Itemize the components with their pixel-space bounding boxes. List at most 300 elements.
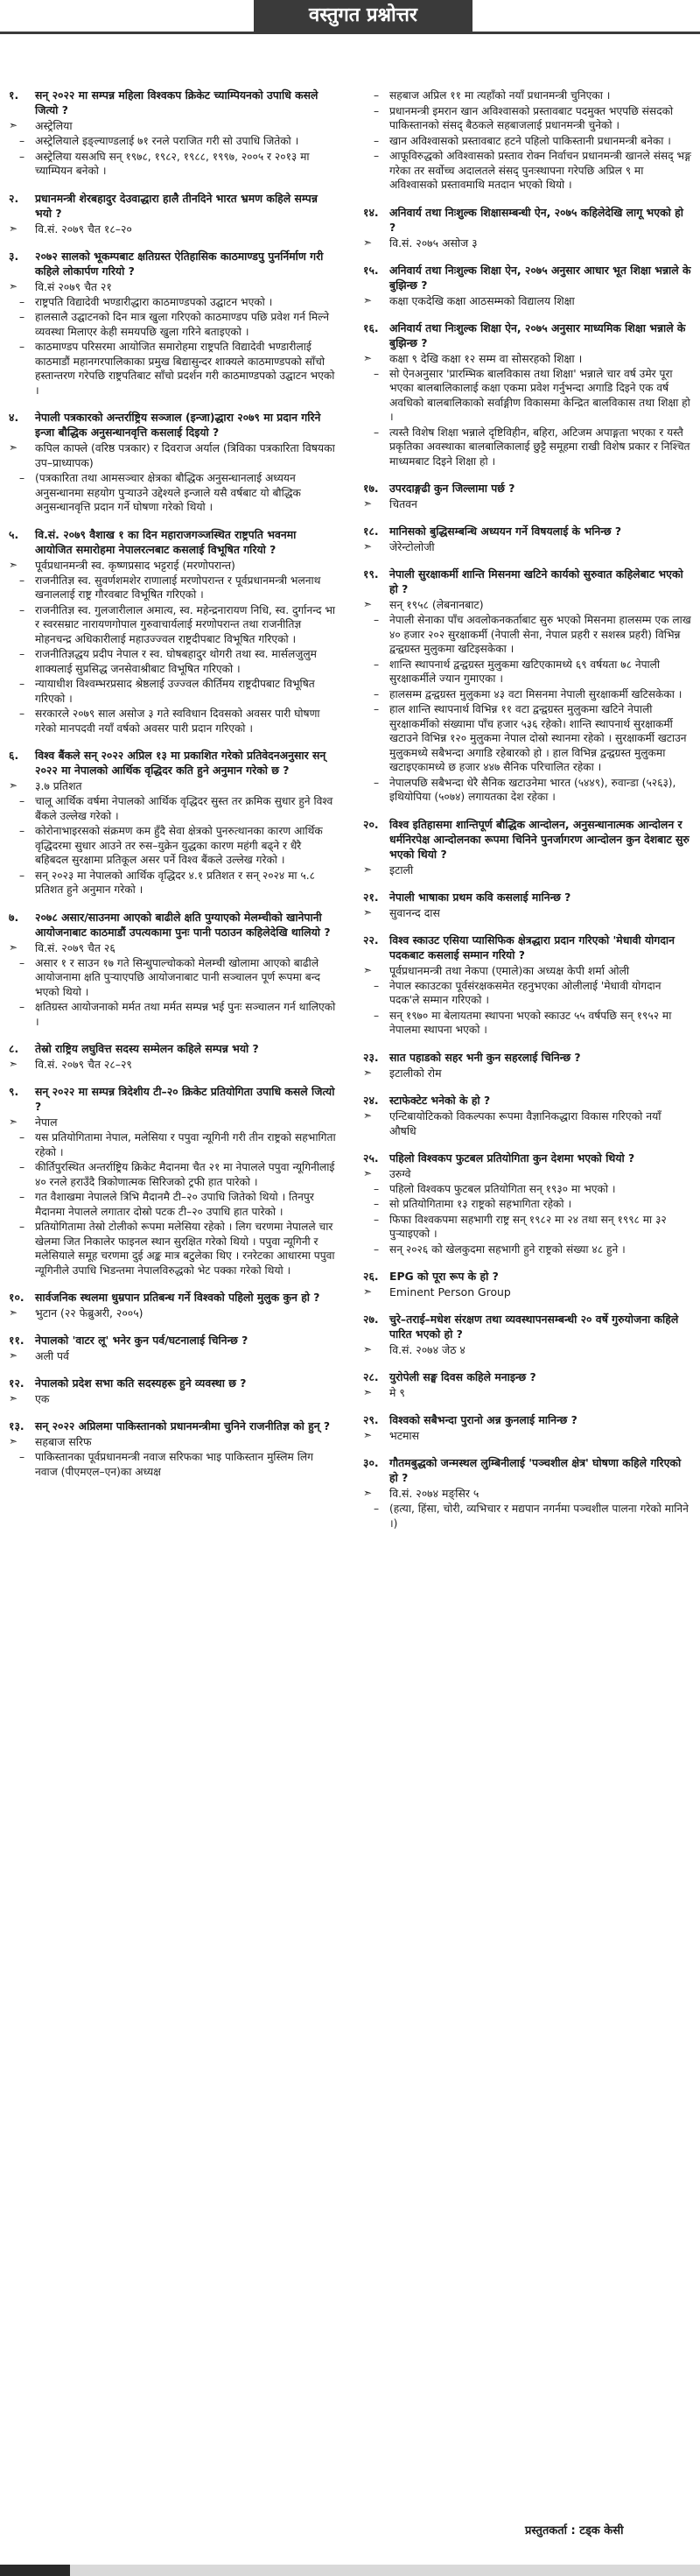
answer-detail: [363, 613, 691, 657]
question-text: विश्व स्काउट एसिया प्यासिफिक क्षेत्रद्धारा प्रदान गरिएको 'मेधावी योगदान पदकबाट कसलाई सम्मान गरियो ?: [389, 933, 675, 961]
answer: [363, 1109, 691, 1138]
question: [9, 249, 337, 278]
question-number: १३.: [9, 1419, 24, 1432]
answer: [363, 1066, 691, 1080]
detail-text: यस प्रतियोगितामा नेपाल, मलेसिया र पपुवा न्यूगिनी गरी तीन राष्ट्रको सहभागिता रहेको ।: [35, 1131, 336, 1158]
header-rule: [0, 32, 700, 34]
answer-detail: [363, 88, 691, 103]
question: [363, 1455, 691, 1485]
answer-detail: [363, 1009, 691, 1038]
qa-item: [363, 567, 691, 805]
answer-arrow-icon: ➣: [9, 558, 18, 571]
answer-text: वि.सं. २०७५ असोज ३: [389, 236, 478, 250]
answer-arrow-icon: ➣: [363, 1386, 373, 1398]
answer-arrow-icon: ➣: [363, 905, 373, 918]
question: [363, 1412, 691, 1427]
question: [9, 88, 337, 117]
right-column: [363, 88, 691, 1543]
question-number: २८.: [363, 1370, 379, 1383]
answer-detail: [363, 104, 691, 133]
answer-detail: [9, 1220, 337, 1277]
detail-text: प्रतियोगितामा तेस्रो टोलीको रूपमा मलेसिया रहेको । लिग चरणमा नेपालले चार खेलमा जित निकालेर फाइनल स्थान सुरक्षित गरेको थियो । पपुवा न्यूगिनी र मलेसियाले समूह चरणमा दुई अङ्क मात्र बटुलेका थिए । रनरेटका आधारमा पपुवा न्यूगिनीले उपाधि भिडन्तमा नेपालविरुद्धको भेट पक्का गरेको थियो ।: [35, 1221, 335, 1277]
detail-text: न्यायाधीश विश्वम्भरप्रसाद श्रेष्ठलाई उज्ज्वल कीर्तिमय राष्ट्रदीपबाट विभूषित गरिएको ।: [35, 678, 315, 705]
left-column: [9, 88, 337, 1491]
question-number: २५.: [363, 1151, 379, 1165]
bullet-icon: –: [18, 1131, 25, 1144]
continued-answer: [363, 88, 691, 193]
bullet-icon: –: [18, 678, 25, 690]
answer-text: उरुग्वे: [389, 1166, 411, 1180]
question-number: १.: [9, 88, 19, 102]
answer-detail: [9, 310, 337, 339]
answer-text: कपिल काफ्ले (वरिष्ठ पत्रकार) र दिवराज अर्याल (त्रिविका पत्रकारिता विषयका उप–प्राध्यापक): [35, 441, 335, 469]
qa-item: [363, 817, 691, 877]
question-number: २.: [9, 191, 19, 205]
detail-text: कोरोनाभाइरसको संक्रमण कम हुँदै सेवा क्षेत्रको पुनरुत्थानका कारण आर्थिक वृद्धिदरमा सुधार आउने तर रुस–युक्रेन युद्धका कारण महंगी बढ्ने र धैरै बहिबदल सुरक्षामा प्रतिकूल असर पर्ने विश्व बैंकले उल्लेख गरेको ।: [35, 825, 323, 866]
answer-arrow-icon: ➣: [9, 279, 18, 292]
bullet-icon: –: [18, 707, 25, 720]
question: [9, 1084, 337, 1114]
answer-arrow-icon: ➣: [9, 779, 18, 792]
bullet-icon: –: [373, 426, 380, 439]
answer: [9, 1434, 337, 1449]
question-number: २६.: [363, 1270, 379, 1283]
detail-text: फिफा विश्वकपमा सहभागी राष्ट्र सन् १९८२ मा २४ तथा सन् १९९८ मा ३२ पुऱ्याइएको ।: [389, 1213, 667, 1240]
question-text: वि.सं. २०७९ वैशाख १ का दिन महाराजगञ्जस्थित राष्ट्रपति भवनमा आयोजित समारोहमा नेपालरत्नबाट कसलाई विभूषित गरियो ?: [35, 527, 297, 556]
bullet-icon: –: [18, 648, 25, 660]
answer-text: जेरेन्टोलोजी: [389, 540, 435, 553]
detail-text: त्यस्तै विशेष शिक्षा भन्नाले दृष्टिविहीन, बहिरा, अटिजम अपाङ्गता भएका र यस्तै प्रकृतिका अवस्थाका बालबालिकालाई छुट्टै समूहमा राखी विशेष प्रकार र निश्चित माध्यमबाट दिइने शिक्षा हो ।: [389, 426, 690, 468]
question: [363, 1312, 691, 1341]
answer: [9, 1348, 337, 1363]
detail-text: सन् १९७० मा बेलायतमा स्थापना भएको स्काउट ५५ वर्षपछि सन् १९५२ मा नेपालमा स्थापना भएको ।: [389, 1009, 672, 1036]
answer: [363, 905, 691, 920]
detail-text: (पत्रकारिता तथा आमसञ्चार क्षेत्रका बौद्धिक अनुसन्धानलाई अध्ययन अनुसन्धानमा सहयोग पुऱ्याउने उद्देश्यले इन्जाले यसै वर्षबाट यो बौद्धिक अनुसन्धानवृत्ति प्रदान गर्ने घोषणा गरेको थियो ।: [35, 472, 301, 513]
question-number: १०.: [9, 1291, 24, 1304]
answer-detail: [9, 603, 337, 647]
qa-item: [363, 1269, 691, 1299]
question-text: नेपालको 'वाटर लू' भनेर कुन पर्व/घटनालाई चिनिन्छ ?: [35, 1334, 248, 1347]
answer: [363, 1284, 691, 1299]
answer-arrow-icon: ➣: [9, 1058, 18, 1070]
detail-text: सन् २०२६ को खेलकुदमा सहभागी हुने राष्ट्रको संख्या ४८ हुने ।: [389, 1242, 626, 1256]
bullet-icon: –: [373, 687, 380, 700]
bullet-icon: –: [18, 341, 25, 353]
question-text: EPG को पूरा रूप के हो ?: [389, 1270, 499, 1283]
question-number: २३.: [363, 1050, 379, 1064]
question: [363, 1269, 691, 1284]
question-text: नेपालको प्रदेश सभा कति सदस्यहरू हुने व्यवस्था छ ?: [35, 1376, 247, 1390]
answer: [9, 118, 337, 133]
answer: [363, 1486, 691, 1501]
answer-detail: [363, 426, 691, 469]
detail-text: आफूविरुद्धको अविश्वासको प्रस्ताव रोक्न निर्वाचन प्रधानमन्त्री खानले संसद् भङ्ग गरेका तर सर्वोच्च अदालतले संसद् पुनःस्थापना गरेपछि अप्रिल ९ मा अविश्वासको प्रस्तावमाथि मतदान भएको थियो ।: [389, 150, 691, 191]
question-text: अनिवार्य तथा निःशुल्क शिक्षा ऐन, २०७५ अनुसार माध्यमिक शिक्षा भन्नाले के बुझिन्छ ?: [389, 320, 686, 349]
qa-item: [9, 748, 337, 897]
question: [363, 890, 691, 904]
footer-dark-block: [0, 2565, 70, 2576]
bullet-icon: –: [18, 1451, 25, 1463]
answer: [9, 558, 337, 573]
question-number: २९.: [363, 1413, 379, 1426]
detail-text: चालू आर्थिक वर्षमा नेपालको आर्थिक वृद्धिदर सुस्त तर क्रमिक सुधार हुने विश्व बैंकले उल्लेख गरेको ।: [35, 795, 333, 822]
question-number: १२.: [9, 1376, 24, 1390]
question: [363, 1369, 691, 1384]
question-number: २४.: [363, 1093, 379, 1107]
question: [9, 1290, 337, 1305]
qa-item: [363, 205, 691, 250]
question: [9, 1376, 337, 1390]
footer-bar: [0, 2561, 700, 2576]
qa-item: [9, 1333, 337, 1363]
bullet-icon: –: [373, 89, 380, 102]
bullet-icon: –: [18, 150, 25, 163]
bullet-icon: –: [373, 776, 380, 789]
answer: [9, 940, 337, 955]
answer: [363, 539, 691, 554]
detail-text: हालसालै उद्घाटनको दिन मात्र खुला गरिएको काठमाण्डप पछि प्रवेश गर्न मिल्ने व्यवस्था मिलाएर केही समयपछि खुला गरिने बताइएको ।: [35, 311, 330, 338]
answer-text: वि.सं. २०७९ चैत १८–२०: [35, 222, 132, 236]
presenter-credit: प्रस्तुतकर्ता : टड्क केसी: [525, 2524, 624, 2537]
question: [363, 1093, 691, 1108]
detail-text: क्षतिग्रस्त आयोजनाको मर्मत तथा मर्मत सम्पन्न भई पुनः सञ्चालन गर्न थालिएको ।: [35, 1001, 336, 1028]
question-number: २७.: [363, 1313, 379, 1326]
detail-text: राजनीतिज्ञ स्व. सुवर्णशमशेर राणालाई मरणोपरान्त र पूर्वप्रधानमन्त्री भलनाथ खनाललाई राष्ट्र गौरवबाट विभूषित गरिएको ।: [35, 574, 321, 601]
question-text: युरोपेली सङ्घ दिवस कहिले मनाइन्छ ?: [389, 1370, 536, 1383]
question-number: २२.: [363, 933, 379, 947]
qa-item: [9, 527, 337, 736]
question-text: तेस्रो राष्ट्रिय लघुवित्त सदस्य सम्मेलन कहिले सम्पन्न भयो ?: [35, 1042, 259, 1055]
question-number: १४.: [363, 205, 379, 219]
question: [363, 263, 691, 292]
answer-text: वि.सं. २०७४ जेठ ४: [389, 1343, 466, 1356]
question-text: विश्व इतिहासमा शान्तिपूर्ण बौद्धिक आन्दोलन, अनुसन्धानात्मक आन्दोलन र धर्मनिरपेक्ष आन्दोलनका रूपमा चिनिने पुनर्जागरण आन्दोलन कुन देशबाट सुरु भएको थियो ?: [389, 817, 690, 861]
answer-detail: [363, 658, 691, 686]
question: [363, 817, 691, 862]
answer: [9, 1115, 337, 1130]
qa-item: [363, 1093, 691, 1138]
answer-text: कक्षा ९ देखि कक्षा १२ सम्म वा सोसरहको शिक्षा ।: [389, 351, 583, 365]
question-text: नेपाली पत्रकारको अन्तर्राष्ट्रिय सञ्जाल (इन्जा)द्धारा २०७९ मा प्रदान गरिने इन्जा बौद्धिक अनुसन्धानवृत्ति कसलाई दिइयो ?: [35, 411, 321, 439]
bullet-icon: –: [373, 1182, 380, 1195]
bullet-icon: –: [373, 703, 380, 715]
detail-text: (हत्या, हिंसा, चोरी, व्यभिचार र मद्यपान नगर्नमा पञ्चशील पालना गरेको मानिने ।): [389, 1503, 689, 1530]
answer-detail: [9, 1160, 337, 1189]
qa-item: [363, 1050, 691, 1080]
answer-detail: [9, 1000, 337, 1029]
answer: [363, 963, 691, 978]
question: [9, 1041, 337, 1056]
answer: [9, 222, 337, 236]
answer: [363, 597, 691, 612]
question-text: २०७८ असार/साउनमा आएको बाढीले क्षति पुग्याएको मेलम्चीको खानेपानी आयोजनाबाट काठमाडौं उपत्यकामा पुनः पानी पठाउन कहिलेदेखि थालियो ?: [35, 910, 331, 939]
bullet-icon: –: [18, 1161, 25, 1173]
bullet-icon: –: [18, 135, 25, 147]
answer: [9, 1057, 337, 1072]
answer-detail: [363, 776, 691, 805]
question-number: ३०.: [363, 1456, 379, 1469]
qa-item: [363, 1412, 691, 1443]
bullet-icon: –: [373, 1213, 380, 1226]
bullet-icon: –: [18, 869, 25, 882]
detail-text: काठमाण्डप परिसरमा आयोजित समारोहमा राष्ट्रपति विद्यादेवी भण्डारीलाई काठमाडौं महानगरपालिकाका प्रमुख बिद्यासुन्दर शाक्यले काठमाण्डपको साँचो हस्तान्तरण गरेपछि राष्ट्रपतिबाट साँचो प्रदर्शन गरी काठमाण्डपको उद्घाटन भएको ।: [35, 341, 335, 397]
answer-detail: [9, 824, 337, 868]
answer: [9, 778, 337, 793]
answer-arrow-icon: ➣: [363, 1343, 373, 1355]
answer-arrow-icon: ➣: [9, 1435, 18, 1447]
answer-arrow-icon: ➣: [9, 1306, 18, 1319]
qa-item: [363, 320, 691, 469]
answer-detail: [9, 574, 337, 602]
answer-arrow-icon: ➣: [363, 351, 373, 364]
bullet-icon: –: [18, 956, 25, 969]
answer-text: कक्षा एकदेखि कक्षा आठसम्मको विद्यालय शिक्षा: [389, 293, 575, 307]
question-number: १८.: [363, 524, 379, 538]
answer-detail: [363, 367, 691, 425]
question-text: विश्व बैंकले सन् २०२२ अप्रिल १३ मा प्रकाशित गरेको प्रतिवेदनअनुसार सन् २०२२ मा नेपालको आर्थिक वृद्धिदर कति हुने अनुमान गरेको छ ?: [35, 749, 326, 777]
bullet-icon: –: [18, 603, 25, 616]
bullet-icon: –: [373, 1242, 380, 1256]
bullet-icon: –: [18, 472, 25, 484]
detail-text: अस्ट्रेलिया यसअघि सन् १९७८, १९८२, १९८८, १९९७, २००५ र २०१३ मा च्याम्पियन बनेको ।: [35, 150, 310, 177]
answer-text: Eminent Person Group: [389, 1285, 511, 1299]
question: [363, 933, 691, 962]
answer: [363, 351, 691, 366]
answer-arrow-icon: ➣: [363, 1066, 373, 1079]
detail-text: सन् २०२३ मा नेपालको आर्थिक वृद्धिदर ४.१ प्रतिशत र सन् २०२४ मा ५.८ प्रतिशत हुने अनुमान गरेको ।: [35, 869, 315, 896]
answer-text: पूर्वप्रधानमन्त्री स्व. कृष्णप्रसाद भट्टराई (मरणोपरान्त): [35, 558, 235, 572]
detail-text: नेपाली सेनाका पाँच अवलोकनकर्ताबाट सुरु भएको मिसनमा हालसम्म एक लाख ४० हजार २०२ सुरक्षाकर्मी (नेपाली सेना, नेपाल प्रहरी र सशस्त्र प्रहरी) विभिन्न द्वन्द्वग्रस्त मुलुकमा खटिइसकेका ।: [389, 614, 691, 655]
answer-detail: [9, 150, 337, 179]
question: [363, 205, 691, 235]
answer-detail: [363, 1213, 691, 1242]
answer-text: नेपाल: [35, 1116, 58, 1129]
question-text: नेपाली भाषाका प्रथम कवि कसलाई मानिन्छ ?: [389, 890, 571, 904]
question-text: उपरदाङ्गढी कुन जिल्लामा पर्छ ?: [389, 482, 515, 495]
answer-detail: [363, 1502, 691, 1531]
bullet-icon: –: [18, 1221, 25, 1233]
answer-detail: [363, 1197, 691, 1212]
answer-detail: [9, 1130, 337, 1159]
answer-detail: [9, 1190, 337, 1219]
detail-text: नेपालपछि सबैभन्दा धेरै सैनिक खटाउनेमा भारत (५४४९), रुवान्डा (५२६३), इथियोपिया (५०७४) लगायतका देश रहेका ।: [389, 776, 676, 803]
qa-item: [9, 1041, 337, 1072]
detail-text: सो ऐनअनुसार 'प्रारम्भिक बालविकास तथा शिक्षा' भन्नाले चार वर्ष उमेर पूरा भएका बालबालिकालाई कक्षा एकमा प्रवेश गर्नुभन्दा अगाडि दिइने एक वर्ष अवधिको बालबालिकाको सर्वाङ्गीण विकासमा केन्द्रित बालविकास तथा शिक्षा हो ।: [389, 367, 690, 423]
qa-item: [363, 524, 691, 554]
answer-arrow-icon: ➣: [363, 497, 373, 510]
answer-text: वि.सं २०७९ चैत २१: [35, 279, 112, 293]
question: [363, 524, 691, 538]
answer-arrow-icon: ➣: [363, 236, 373, 249]
question-text: विश्वको सबैभन्दा पुरानो अन्न कुनलाई मानिन्छ ?: [389, 1413, 578, 1426]
qa-item: [9, 910, 337, 1030]
question: [363, 1050, 691, 1065]
answer-text: अस्ट्रेलिया: [35, 119, 73, 132]
answer-text: ३.७ प्रतिशत: [35, 779, 82, 792]
bullet-icon: –: [373, 1198, 380, 1210]
answer-arrow-icon: ➣: [9, 441, 18, 454]
question: [363, 320, 691, 350]
bullet-icon: –: [373, 104, 380, 117]
qa-item: [9, 410, 337, 515]
detail-text: पाकिस्तानका पूर्वप्रधानमन्त्री नवाज सरिफका भाइ पाकिस्तान मुस्लिम लिग नवाज (पीएमएल–एन)का अध्यक्ष: [35, 1451, 313, 1478]
detail-text: सरकारले २०७९ साल असोज ३ गते स्वविधान दिवसको अवसर पारी घोषणा गरेको मानपदवी नयाँ वर्षको अवसर पारी प्रदान गरिएको ।: [35, 707, 320, 735]
question-number: ८.: [9, 1042, 19, 1055]
answer-detail: [9, 134, 337, 149]
answer-arrow-icon: ➣: [9, 1349, 18, 1362]
answer-detail: [9, 956, 337, 1000]
qa-item: [9, 88, 337, 179]
answer-text: एन्टिबायोटिकको विकल्पका रूपमा वैज्ञानिकद्धारा विकास गरिएको नयाँ औषधि: [389, 1109, 662, 1137]
question: [9, 527, 337, 557]
detail-text: सो प्रतियोगितामा १३ राष्ट्रको सहभागिता रहेको ।: [389, 1198, 572, 1210]
answer-detail: [9, 647, 337, 676]
question: [363, 1151, 691, 1165]
qa-item: [363, 1151, 691, 1257]
answer: [9, 1391, 337, 1406]
answer: [9, 1306, 337, 1320]
question: [363, 567, 691, 596]
question-text: सात पहाडको सहर भनी कुन सहरलाई चिनिन्छ ?: [389, 1050, 581, 1064]
qa-item: [9, 1290, 337, 1320]
answer-arrow-icon: ➣: [363, 598, 373, 610]
answer: [363, 1428, 691, 1443]
answer-arrow-icon: ➣: [9, 222, 18, 235]
bullet-icon: –: [373, 658, 380, 671]
detail-text: खान अविश्वासको प्रस्तावबाट हटने पहिलो पाकिस्तानी प्रधानमन्त्री बनेका ।: [389, 134, 671, 147]
answer: [363, 293, 691, 308]
answer-text: वि.सं. २०७४ मङ्सिर ५: [389, 1487, 480, 1500]
question-text: गौतमबुद्धको जन्मस्थल लुम्बिनीलाई 'पञ्चशील क्षेत्र' घोषणा कहिले गरिएको हो ?: [389, 1456, 682, 1484]
detail-text: कीर्तिपुरस्थित अन्तर्राष्ट्रिय क्रिकेट मैदानमा चैत २१ मा नेपालले पपुवा न्यूगिनीलाई ४० रनले हराउँदै त्रिकोणात्मक सिरिजको ट्रफी हात पारेको ।: [35, 1161, 335, 1188]
bullet-icon: –: [18, 311, 25, 323]
qa-item: [363, 1369, 691, 1400]
question-text: प्रधानमन्त्री शेरबहादुर देउवाद्धारा हालै तीनदिने भारत भ्रमण कहिले सम्पन्न भयो ?: [35, 191, 318, 220]
question-text: सन् २०२२ मा सम्पन्न त्रिदेशीय टी–२० क्रिकेट प्रतियोगिता उपाधि कसले जित्यो ?: [35, 1085, 335, 1113]
answer-detail: [9, 295, 337, 310]
question-number: ४.: [9, 411, 19, 424]
qa-item: [363, 890, 691, 920]
answer-detail: [9, 471, 337, 515]
answer-text: वि.सं. २०७९ चैत २८–२९: [35, 1058, 132, 1071]
bullet-icon: –: [373, 367, 380, 380]
question-number: २१.: [363, 890, 379, 904]
answer-arrow-icon: ➣: [9, 1392, 18, 1404]
answer-text: मे ९: [389, 1386, 405, 1399]
bullet-icon: –: [373, 150, 380, 162]
answer-detail: [9, 340, 337, 398]
answer-text: अली पर्व: [35, 1349, 69, 1362]
question-number: १६.: [363, 320, 379, 334]
qa-item: [363, 933, 691, 1038]
bullet-icon: –: [18, 795, 25, 807]
answer: [9, 440, 337, 470]
answer-arrow-icon: ➣: [363, 963, 373, 976]
answer-detail: [363, 979, 691, 1008]
detail-text: हाल शान्ति स्थापनार्थ विभिन्न ११ वटा द्वन्द्वग्रस्त मुलुकमा खटिने नेपाली सुरक्षाकर्मीको संख्यामा पाँच हजार ५३६ रहेको। शान्ति स्थापनार्थ सुरक्षाकर्मी खटाउने विभिन्न १२० मुलुकमा नेपाल दोस्रो स्थानमा रहेको । सुरक्षाकर्मी खटाउन मुलुकमध्ये सबैभन्दा अगाडि रहेबारको हो । हाल विभिन्न द्वन्द्वग्रस्त मुलुकमा खटाइएकामध्ये छ हजार ४४७ सैनिक परिचालित रहेका ।: [389, 703, 687, 773]
bullet-icon: –: [18, 295, 25, 308]
question: [9, 191, 337, 221]
detail-text: सहबाज अप्रिल ११ मा त्यहाँको नयाँ प्रधानमन्त्री चुनिएका ।: [389, 89, 611, 102]
question-text: चुरे–तराई–मधेश संरक्षण तथा व्यवस्थापनसम्बन्धी २० वर्षे गुरुयोजना कहिले पारित भएको हो ?: [389, 1313, 679, 1341]
detail-text: अस्ट्रेलियाले इङ्ल्याण्डलाई ७१ रनले पराजित गरी सो उपाधि जितेको ।: [35, 135, 299, 147]
answer-detail: [9, 794, 337, 823]
question: [9, 748, 337, 778]
answer: [363, 1342, 691, 1357]
answer-text: पूर्वप्रधानमन्त्री तथा नेकपा (एमाले)का अध्यक्ष केपी शर्मा ओली: [389, 963, 630, 977]
bullet-icon: –: [18, 1001, 25, 1013]
detail-text: राजनीतिज्ञद्धय प्रदीप नेपाल र स्व. घोषबहादुर थोगरी तथा स्व. मार्सलजुलुम शाक्यलाई सुप्रसिद्ध जनसेवाश्रीबाट विभूषित गरिएको ।: [35, 648, 317, 675]
answer-arrow-icon: ➣: [363, 540, 373, 553]
question: [9, 1333, 337, 1348]
answer-text: भटमास: [389, 1429, 419, 1442]
header-bar: [0, 0, 700, 35]
question-text: सन् २०२२ मा सम्पन्न महिला विश्वकप क्रिकेट च्याम्पियनको उपाधि कसले जित्यो ?: [35, 88, 318, 116]
answer-text: एक: [35, 1392, 50, 1405]
bullet-icon: –: [373, 979, 380, 992]
question: [9, 410, 337, 440]
answer-arrow-icon: ➣: [363, 1285, 373, 1298]
bullet-icon: –: [373, 1503, 380, 1515]
answer-detail: [363, 687, 691, 702]
qa-item: [9, 1084, 337, 1277]
answer: [363, 1166, 691, 1181]
page-title: वस्तुगत प्रश्नोत्तर: [254, 0, 472, 32]
question-text: २०७२ सालको भूकम्पबाट क्षतिग्रस्त ऐतिहासिक काठमाण्डपु पुनर्निर्माण गरी कहिले लोकार्पण गरियो ?: [35, 249, 324, 278]
answer: [9, 279, 337, 294]
answer-detail: [9, 1450, 337, 1479]
answer-arrow-icon: ➣: [363, 1109, 373, 1122]
answer-text: भुटान (२२ फेब्रुअरी, २००५): [35, 1306, 144, 1320]
answer: [363, 1385, 691, 1400]
answer-detail: [9, 869, 337, 897]
detail-text: पहिलो विश्वकप फुटबल प्रतियोगिता सन् १९३० मा भएको ।: [389, 1182, 616, 1195]
qa-item: [363, 1312, 691, 1357]
bullet-icon: –: [18, 825, 25, 837]
detail-text: हालसम्म द्वन्द्वग्रस्त मुलुकमा ४३ वटा मिसनमा नेपाली सुरक्षाकर्मी खटिसकेका ।: [389, 687, 682, 700]
answer-arrow-icon: ➣: [363, 1487, 373, 1499]
question: [363, 481, 691, 496]
answer-arrow-icon: ➣: [363, 862, 373, 876]
answer: [363, 236, 691, 250]
answer-text: सुवानन्द दास: [389, 905, 440, 919]
answer-text: इटालीको रोम: [389, 1066, 442, 1080]
answer-detail: [363, 1242, 691, 1257]
answer-detail: [363, 702, 691, 775]
qa-item: [363, 1455, 691, 1531]
question-text: अनिवार्य तथा निःशुल्क शिक्षा ऐन, २०७५ अनुसार आधार भूत शिक्षा भन्नाले के बुझिन्छ ?: [389, 263, 691, 292]
answer: [363, 496, 691, 511]
answer-arrow-icon: ➣: [363, 1429, 373, 1441]
answer-text: वि.सं. २०७९ चैत २६: [35, 940, 116, 954]
answer-arrow-icon: ➣: [9, 119, 18, 131]
qa-item: [9, 191, 337, 236]
detail-text: शान्ति स्थापनार्थ द्वन्द्वग्रस्त मुलुकमा खटिएकामध्ये ६९ वर्षयता ७८ नेपाली सुरक्षाकर्मीले ज्यान गुमाएका ।: [389, 658, 661, 685]
detail-text: असार १ र साउन १७ गते सिन्धुपाल्चोकको मेलम्ची खोलामा आएको बाढीले आयोजनामा क्षति पुऱ्याएपछि आयोजनाबाट पानी सञ्चालन पूर्ण रूपमा बन्द भएको थियो ।: [35, 956, 320, 998]
question-text: स्टाफेक्टेट भनेको के हो ?: [389, 1093, 491, 1107]
answer-text: इटाली: [389, 862, 414, 876]
question-text: सार्वजनिक स्थलमा धुम्रपान प्रतिबन्ध गर्ने विश्वको पहिलो मुलुक कुन हो ?: [35, 1291, 320, 1304]
question-number: १९.: [363, 567, 379, 581]
question-text: अनिवार्य तथा निःशुल्क शिक्षासम्बन्धी ऐन, २०७५ कहिलेदेखि लागू भएको हो ?: [389, 205, 683, 234]
question-number: ९.: [9, 1085, 19, 1098]
qa-item: [363, 481, 691, 511]
answer-detail: [363, 149, 691, 193]
answer: [363, 862, 691, 877]
answer-arrow-icon: ➣: [363, 293, 373, 306]
question-number: ५.: [9, 527, 19, 541]
bullet-icon: –: [373, 134, 380, 147]
